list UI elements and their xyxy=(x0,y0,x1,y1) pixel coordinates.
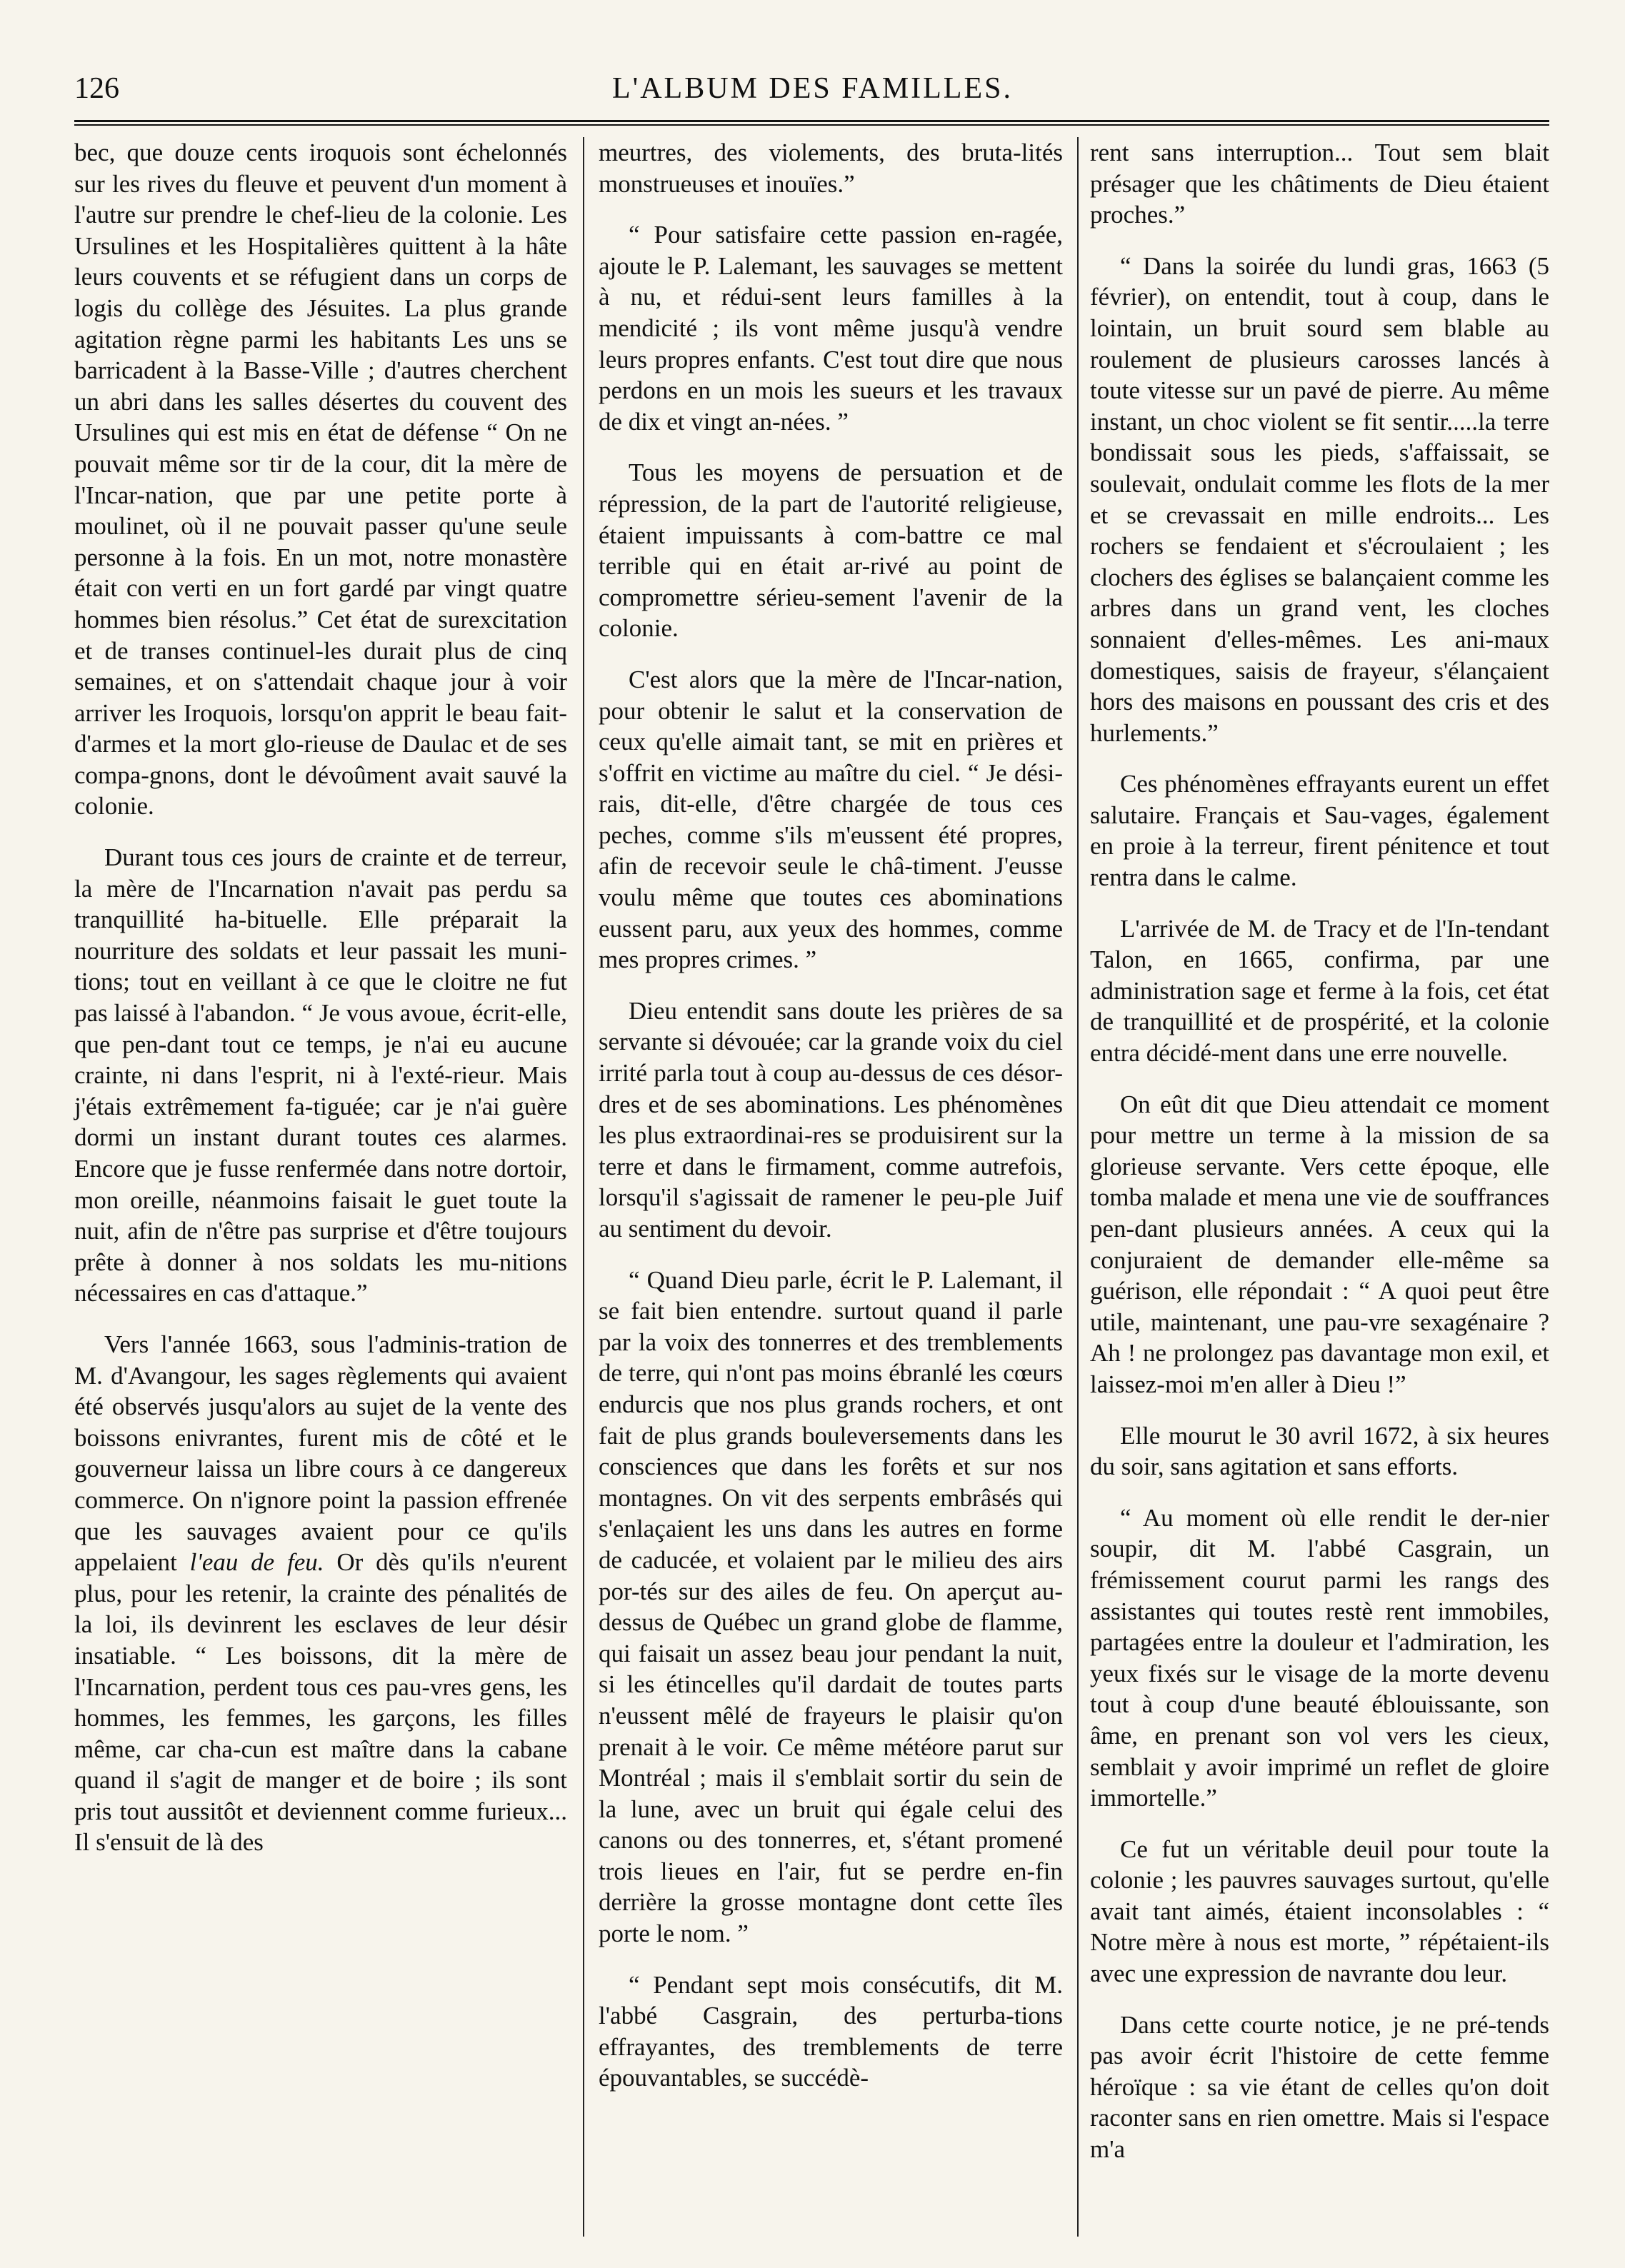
paragraph-text: Or dès qu'ils n'eurent plus, pour les retenir, la crainte des pénalités de la loi, ils devinrent les esclaves de leur désir insatiable. “ Les boissons, dit la mère de l'Incarnation, perdent tous ces pau-vres gens, les hommes, les femmes, les garçons, les filles même, car cha-cun est maître dans la cabane quand il s'agit de manger et de boire ; ils sont pris tout aussitôt et deviennent comme furieux... Il s'ensuit de là des xyxy=(74,1548,568,1857)
paragraph: “ Pour satisfaire cette passion en-ragée, ajoute le P. Lalemant, les sauvages se mettent à nu, et rédui-sent leurs familles à la mendicité ; ils vont même jusqu'à vendre leurs propres enfants. C'est tout dire que nous perdons en un mois les sueurs et les travaux de dix et vingt an-nées. ” xyxy=(599,221,1063,436)
paragraph: Ce fut un véritable deuil pour toute la colonie ; les pauvres sauvages surtout, qu'elle avait tant aimés, étaient inconsolables : “ Notre mère à nous est morte, ” répétaient-ils avec une expression de navrante dou leur. xyxy=(1090,1835,1549,1988)
paragraph-text: Vers l'année 1663, sous l'adminis-tration de M. d'Avangour, les sages règlements qui avaient été observés jusqu'alors au sujet de la vente des boissons enivrantes, furent mis de côté et le gouverneur laissa un libre cours à ce dangereux commerce. On n'ignore point la passion effrenée que les sauvages avaient pour ce qu'ils appelaient xyxy=(74,1330,567,1577)
paragraph: Elle mourut le 30 avril 1672, à six heures du soir, sans agitation et sans efforts. xyxy=(1090,1421,1549,1481)
paragraph xyxy=(74,1329,567,1858)
paragraph: L'arrivée de M. de Tracy et de l'In-tendant Talon, en 1665, confirma, par une administration sage et ferme à la fois, cet état de tranquillité et de prospérité, et la colonie entra décidé-ment dans une erre nouvelle. xyxy=(1090,914,1549,1068)
running-title: L'ALBUM DES FAMILLES. xyxy=(612,72,1013,105)
paragraph: bec, que douze cents iroquois sont échelonnés sur les rives du fleuve et peuvent d'un moment à l'autre sur prendre le chef-lieu de la colonie. Les Ursulines et les Hospitalières quittent à la hâte leurs couvents et se réfugient dans un corps de logis du collège des Jésuites. La plus grande agitation règne parmi les habitants Les uns se barricadent à la Basse-Ville ; d'autres cherchent un abri dans les salles désertes du couvent des Ursulines qui est mis en état de défense “ On ne pouvait même sor tir de la cour, dit la mère de l'Incar-nation, que par une petite porte à moulinet, où il ne pouvait passer qu'une seule personne à la fois. En un mot, notre monastère était con verti en un fort gardé par vingt quatre hommes bien résolus.” Cet état de surexcitation et de transes continuel-les durait plus de cinq semaines, et on s'attendait chaque jour à voir arriver les Iroquois, lorsqu'on apprit le beau fait-d'armes et la mort glo-rieuse de Daulac et de ses compa-gnons, dont le dévoûment avait sauvé la colonie. xyxy=(74,139,567,821)
paragraph: “ Quand Dieu parle, écrit le P. Lalemant, il se fait bien entendre. surtout quand il parle par la voix des tonnerres et des tremblements de terre, qui n'ont pas moins ébranlé les cœurs endurcis que nos plus grands rochers, et ont fait de plus grands bouleversements dans les consciences que dans les forêts et sur nos montagnes. On vit des serpents embrâsés qui s'enlaçaient les uns dans les autres en forme de caducée, et volaient par le milieu des airs por-tés sur des ailes de feu. On aperçut au-dessus de Québec un grand globe de flamme, qui faisait un assez beau jour pendant la nuit, si les étincelles qu'il dardait de toutes parts n'eussent mêlé de frayeurs le plaisir qu'on prenait à le voir. Ce même météore parut sur Montréal ; mais il s'emblait sortir du sein de la lune, avec un bruit qui égale celui des canons ou des tonnerres, et, s'étant promené trois lieues en l'air, fut se perdre en-fin derrière la grosse montagne dont cette îles porte le nom. ” xyxy=(599,1265,1063,1948)
page-header xyxy=(0,0,1625,114)
paragraph: “ Pendant sept mois consécutifs, dit M. l'abbé Casgrain, des perturba-tions effrayantes, des tremblements de terre épouvantables, se succédè- xyxy=(599,1970,1063,2092)
paragraph: meurtres, des violements, des bruta-lités monstrueuses et inouïes.” xyxy=(599,139,1063,198)
column-1 xyxy=(74,137,567,1878)
paragraph: Dans cette courte notice, je ne pré-tends pas avoir écrit l'histoire de cette femme héroïque : sa vie étant de celles qu'on doit raconter sans en rien omettre. Mais si l'espace m'a xyxy=(1090,2010,1549,2164)
column-2 xyxy=(599,137,1063,2114)
paragraph: Tous les moyens de persuation et de répression, de la part de l'autorité religieuse, étaient impuissants à com-battre ce mal terrible qui en était ar-rivé au point de compromettre sérieu-sement l'avenir de la colonie. xyxy=(599,458,1063,643)
column-divider xyxy=(583,137,584,2237)
paragraph: “ Au moment où elle rendit le der-nier soupir, dit M. l'abbé Casgrain, un frémissement courut parmi les rangs des assistantes qui toutes restè rent immobiles, partagées entre la douleur et l'admiration, les yeux fixés sur le visage de la morte devenu tout à coup d'une beauté éblouissante, son âme, en prenant son vol vers les cieux, semblait y avoir imprimé un reflet de gloire immortelle.” xyxy=(1090,1503,1549,1812)
paragraph: Ces phénomènes effrayants eurent un effet salutaire. Français et Sau-vages, également en proie à la terreur, firent pénitence et tout rentra dans le calme. xyxy=(1090,770,1549,892)
italic-phrase: l'eau de feu. xyxy=(189,1548,324,1577)
paragraph: “ Dans la soirée du lundi gras, 1663 (5 février), on entendit, tout à coup, dans le lointain, un bruit sourd sem blable au roulement de plusieurs carosses lancés à toute vitesse sur un pavé de pierre. Au même instant, un choc violent se fit sentir.....la terre bondissait sous les pieds, s'affaissait, se soulevait, ondulait comme les flots de la mer et se crevassait en mille endroits... Les rochers se fendaient et s'écroulaient ; les clochers des églises se balançaient comme les arbres dans un grand vent, les cloches sonnaient d'elles-mêmes. Les ani-maux domestiques, saisis de frayeur, s'élançaient hors des maisons en poussant des cris et des hurlements.” xyxy=(1090,251,1549,747)
header-rule xyxy=(74,120,1549,126)
paragraph: Dieu entendit sans doute les prières de sa servante si dévouée; car la grande voix du ciel irrité parla tout à coup au-dessus de ces désor-dres et de ses abominations. Les phénomènes les plus extraordinai-res se produisirent sur la terre et dans le firmament, comme autrefois, lorsqu'il s'agissait de ramener le peu-ple Juif au sentiment du devoir. xyxy=(599,996,1063,1243)
paragraph: On eût dit que Dieu attendait ce moment pour mettre un terme à la mission de sa glorieuse servante. Vers cette époque, elle tomba malade et mena une vie de souffrances pen-dant plusieurs années. A ceux qui la conjuraient de demander elle-même sa guérison, elle répondait : “ A quoi peut être utile, maintenant, une pau-vre sexagénaire ? Ah ! ne prolongez pas davantage mon exil, et laissez-moi m'en aller à Dieu !” xyxy=(1090,1090,1549,1398)
column-3 xyxy=(1090,137,1549,2185)
paragraph: rent sans interruption... Tout sem blait présager que les châtiments de Dieu étaient proches.” xyxy=(1090,139,1549,229)
column-divider xyxy=(1077,137,1079,2237)
paragraph: Durant tous ces jours de crainte et de terreur, la mère de l'Incarnation n'avait pas perdu sa tranquillité ha-bituelle. Elle préparait la nourriture des soldats et leur passait les muni-tions; tout en veillant à ce que le cloitre ne fut pas laissé à l'abandon. “ Je vous avoue, écrit-elle, que pen-dant tout ce temps, je n'ai eu aucune crainte, ni dans l'esprit, ni à l'exté-rieur. Mais j'étais extrêmement fa-tiguée; car je n'ai guère dormi un instant durant toutes ces alarmes. Encore que je fusse renfermée dans notre dortoir, mon oreille, néanmoins faisait le guet toute la nuit, afin de n'être pas surprise et d'être toujours prête à donner à nos soldats les mu-nitions nécessaires en cas d'attaque.” xyxy=(74,843,567,1308)
paragraph: C'est alors que la mère de l'Incar-nation, pour obtenir le salut et la conservation de ceux qu'elle aimait tant, se mit en prières et s'offrit en victime au maître du ciel. “ Je dési-rais, dit-elle, d'être chargée de tous ces peches, comme s'ils m'eussent été propres, afin de recevoir seule le châ-timent. J'eusse voulu même que toutes ces abominations eussent paru, aux yeux des hommes, comme mes propres crimes. ” xyxy=(599,665,1063,974)
page-number: 126 xyxy=(74,72,119,105)
